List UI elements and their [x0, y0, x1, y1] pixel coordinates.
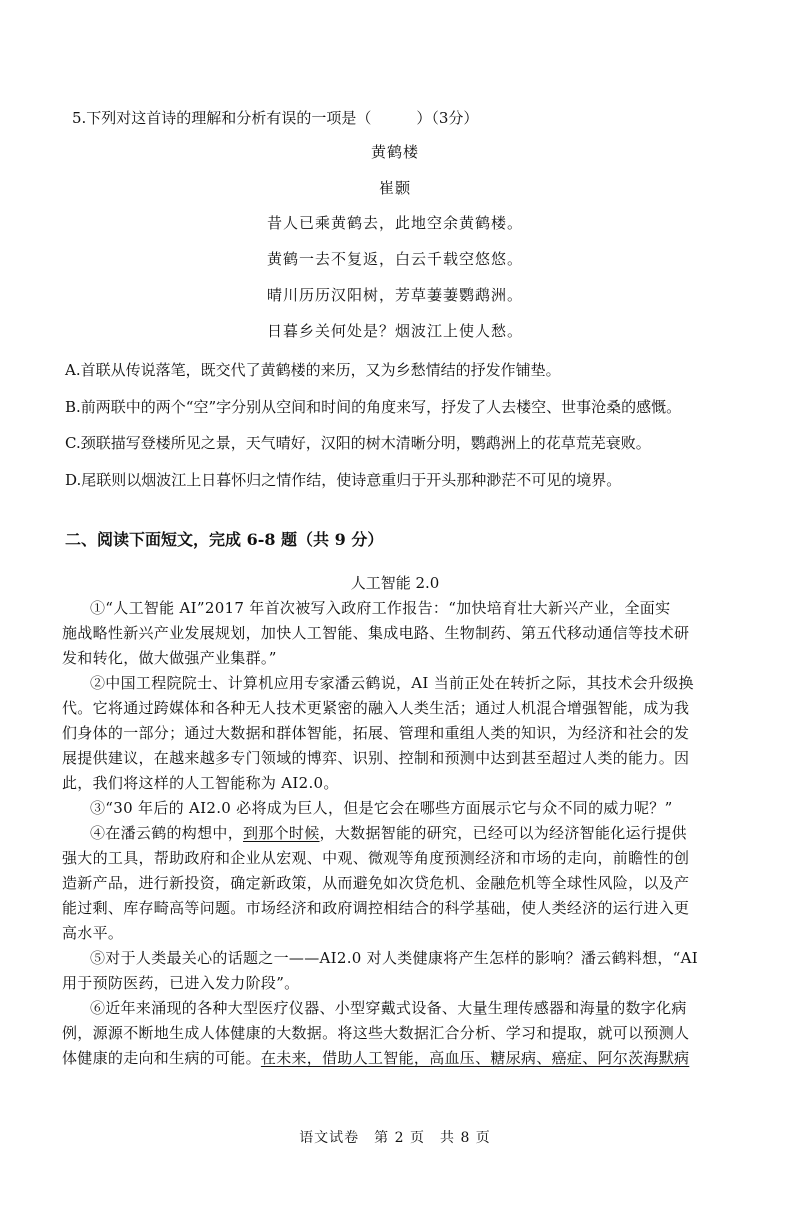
- para4-prefix: ④在潘云鹤的构想中，: [90, 824, 244, 842]
- article-line: 施战略性新兴产业发展规划，加快人工智能、集成电路、生物制药、第五代移动通信等技术研: [62, 624, 690, 642]
- poem-line: 日暮乡关何处是？烟波江上使人愁。: [266, 322, 523, 340]
- poem-line: 黄鹤一去不复返，白云千载空悠悠。: [266, 250, 523, 268]
- para4-rest: 大数据智能的研究，已经可以为经济智能化运行提供: [334, 824, 687, 842]
- article-line: ⑤对于人类最关心的话题之一——AI2.0 对人类健康将产生怎样的影响？潘云鹤料想，“AI: [90, 949, 699, 967]
- underlined-sentence: 在未来，借助人工智能，高血压、糖尿病、癌症、阿尔茨海默病: [260, 1049, 690, 1067]
- article-line: ②中国工程院院士、计算机应用专家潘云鹤说，AI 当前正处在转折之际，其技术会升级换: [90, 674, 694, 692]
- article-line: 例，源源不断地生成人体健康的大数据。将这些大数据汇合分析、学习和提取，就可以预测人: [62, 1024, 690, 1042]
- underlined-phrase: 到那个时候: [243, 824, 320, 842]
- article-line: 此，我们将这样的人工智能称为 AI2.0。: [62, 774, 339, 792]
- option-c: C.颈联描写登楼所见之景，天气晴好，汉阳的树木清晰分明，鹦鹉洲上的花草荒芜衰败。: [65, 434, 651, 452]
- article-line: ③“30 年后的 AI2.0 必将成为巨人，但是它会在哪些方面展示它与众不同的威力呢？”: [90, 799, 673, 817]
- para4-comma: ，: [319, 824, 335, 842]
- poem-line: 晴川历历汉阳树，芳草萋萋鹦鹉洲。: [266, 286, 523, 304]
- article-line: 能过剩、库存畸高等问题。市场经济和政府调控相结合的科学基础，使人类经济的运行进入更: [62, 899, 690, 917]
- article-line: ⑥近年来涌现的各种大型医疗仪器、小型穿戴式设备、大量生理传感器和海量的数字化病: [90, 999, 687, 1017]
- poem-author: 崔颢: [378, 179, 411, 197]
- article-title: 人工智能 2.0: [350, 574, 440, 592]
- article-line: ①“人工智能 AI”2017 年首次被写入政府工作报告：“加快培育壮大新兴产业，全面实: [90, 599, 671, 617]
- article-line: 强大的工具，帮助政府和企业从宏观、中观、微观等角度预测经济和市场的走向，前瞻性的创: [62, 849, 690, 867]
- article-line: 展提供建议，在越来越多专门领域的博弈、识别、控制和预测中达到甚至超过人类的能力。因: [62, 749, 690, 767]
- article-line: [62, 1048, 689, 1068]
- poem-line: 昔人已乘黄鹤去，此地空余黄鹤楼。: [266, 214, 523, 232]
- article-line: 造新产品，进行新投资，确定新政策，从而避免如次贷危机、金融危机等全球性风险，以及产: [62, 874, 690, 892]
- article-line: 用于预防医药，已进入发力阶段”。: [62, 974, 300, 992]
- option-a: A.首联从传说落笔，既交代了黄鹤楼的来历，又为乡愁情结的抒发作铺垫。: [65, 361, 561, 379]
- section-heading: 二、阅读下面短文，完成 6-8 题（共 9 分）: [65, 530, 384, 549]
- poem-title: 黄鹤楼: [370, 143, 419, 161]
- page-footer: 语文试卷 第 2 页 共 8 页: [299, 1130, 491, 1146]
- article-line: 高水平。: [62, 924, 124, 942]
- option-b: B.前两联中的两个“空”字分别从空间和时间的角度来写，抒发了人去楼空、世事沧桑的感慨。: [65, 398, 682, 416]
- article-line: 代。它将通过跨媒体和各种无人技术更紧密的融入人类生活；通过人机混合增强智能，成为我: [62, 699, 690, 717]
- article-line: 发和转化，做大做强产业集群。”: [62, 649, 277, 667]
- article-line: [90, 823, 687, 843]
- article-line: 们身体的一部分；通过大数据和群体智能，拓展、管理和重组人类的知识，为经济和社会的发: [62, 724, 690, 742]
- question-stem: 5.下列对这首诗的理解和分析有误的一项是（ ）（3分）: [72, 109, 479, 127]
- article-line-text: 体健康的走向和生病的可能。: [62, 1049, 261, 1067]
- option-d: D.尾联则以烟波江上日暮怀归之情作结，使诗意重归于开头那种渺茫不可见的境界。: [65, 471, 622, 489]
